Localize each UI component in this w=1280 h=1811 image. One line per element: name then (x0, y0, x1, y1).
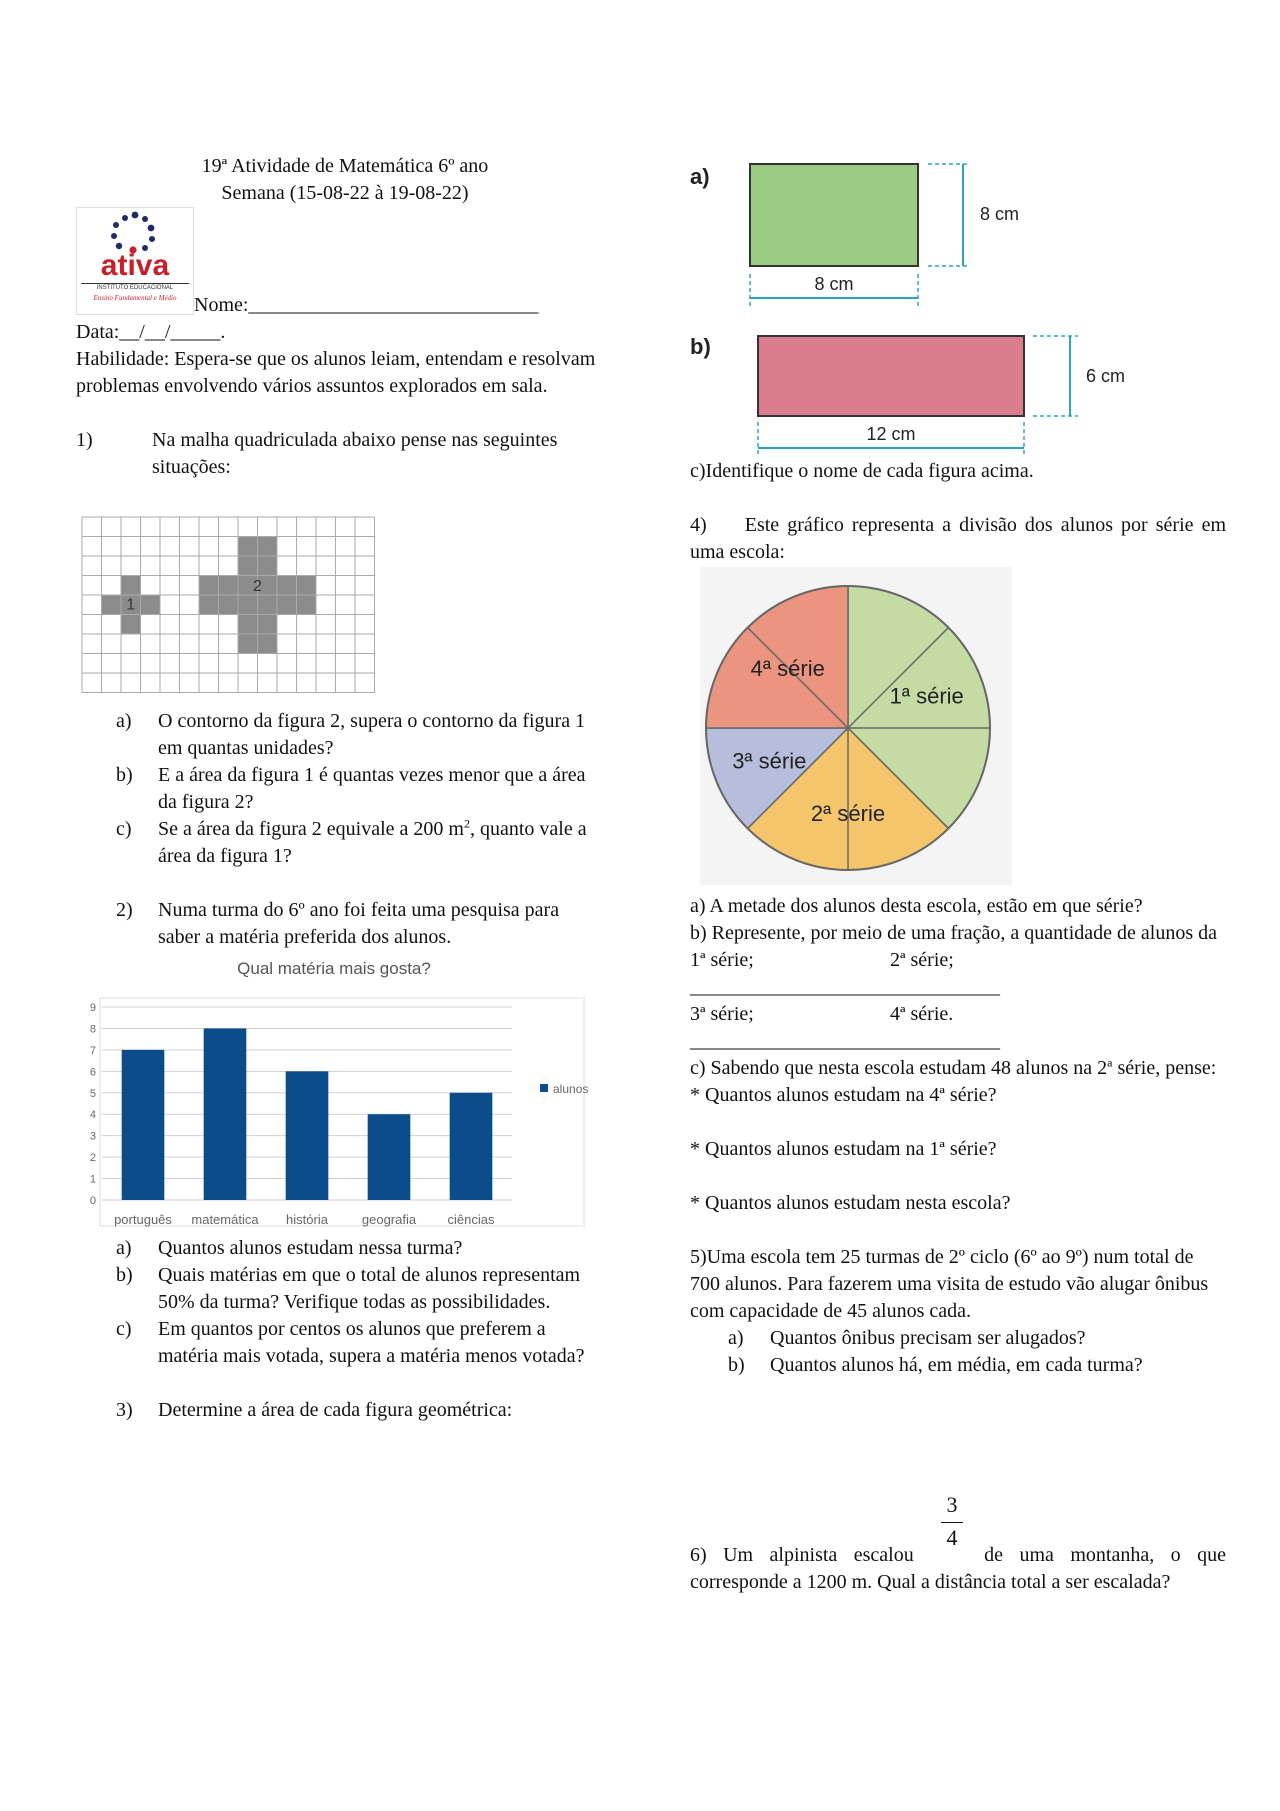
figure-2-cell (238, 556, 258, 576)
bar-chart (72, 950, 612, 1245)
figure-1-label: 1 (126, 596, 136, 614)
figure-1-cell (121, 576, 141, 596)
q1-item-c (116, 816, 601, 870)
q5-item-a-marker: a) (728, 1327, 744, 1349)
fig-b-width-label: 12 cm (866, 424, 916, 444)
figure-2-cell (258, 537, 278, 557)
q4-c2: * Quantos alunos estudam na 1ª série? (690, 1138, 997, 1160)
school-logo (76, 207, 194, 315)
q2-item-a-marker: a) (116, 1237, 132, 1259)
q5-text: 5)Uma escola tem 25 turmas de 2º ciclo (6º ao 9º) num total de 700 alunos. Para fazerem uma visita de estudo vão alugar ônibus com capacidade de 45 alunos cada. (690, 1246, 1209, 1322)
fig-b-rectangle (758, 336, 1024, 416)
q4-number: 4) (690, 514, 707, 536)
q1-item-a-text: O contorno da figura 2, supera o contorno da figura 1 em quantas unidades? (158, 710, 586, 759)
q2-item-a-text: Quantos alunos estudam nessa turma? (158, 1237, 463, 1259)
figure-2-cell (297, 576, 317, 596)
q1-item-c-text: Se a área da figura 2 equivale a 200 m (158, 818, 464, 840)
q1-item-c-marker: c) (116, 818, 132, 840)
q4-b-row2 (690, 1001, 1226, 1028)
bar-x-tick-label: português (114, 1212, 172, 1227)
q4-c-sup: a (1107, 1055, 1113, 1070)
bar-chart-frame (100, 998, 584, 1226)
bar-y-tick-label: 0 (89, 1195, 96, 1207)
q5-item-a (728, 1325, 1226, 1352)
q6 (690, 1542, 1226, 1596)
figure-2-cell (238, 595, 258, 615)
q4-b: b) Represente, por meio de uma fração, a quantidade de alunos da (690, 922, 1218, 944)
q1-number: 1) (76, 429, 93, 451)
q4-c-text-after: série, pense: (1112, 1057, 1217, 1079)
pie-label-2: 2ª série (810, 801, 886, 827)
q4-questions (690, 893, 1226, 1379)
bar-x-tick-label: ciências (447, 1212, 495, 1227)
page-title: 19ª Atividade de Matemática 6º ano (201, 155, 489, 177)
figure-2-cell (199, 576, 219, 596)
bar-x-tick-label: história (286, 1212, 328, 1227)
q6-numerator: 3 (946, 1492, 958, 1517)
figure-1-cell (121, 615, 141, 635)
q4-b-serie1: 1ª série; (690, 949, 754, 971)
grid-figure (80, 515, 376, 697)
q4-b-blank2[interactable]: _______________________________ (690, 1030, 1000, 1052)
q2-item-c-marker: c) (116, 1318, 132, 1340)
q5-item-b (728, 1352, 1226, 1379)
q4-c-text: c) Sabendo que nesta escola estudam 48 alunos na 2 (690, 1057, 1108, 1079)
page-week: Semana (15-08-22 à 19-08-22) (221, 182, 469, 204)
q1-item-b-text: E a área da figura 1 é quantas vezes menor que a área da figura 2? (158, 764, 586, 813)
q6-denominator: 4 (946, 1525, 958, 1550)
q4-text: Este gráfico representa a divisão dos alunos por série em uma escola: (690, 514, 1226, 563)
q4-b-serie3: 3ª série; (690, 1003, 754, 1025)
q2-item-b-text: Quais matérias em que o total de alunos representam 50% da turma? Verifique todas as possibilidades. (158, 1264, 581, 1313)
bar-x-tick-label: geografia (361, 1212, 417, 1227)
q3-number: 3) (116, 1399, 133, 1421)
bar-y-tick-label: 4 (89, 1109, 96, 1122)
q5-item-b-text: Quantos alunos há, em média, em cada turma? (770, 1354, 1143, 1376)
q3-item-c: c)Identifique o nome de cada figura acima. (690, 460, 1034, 482)
figure-1-cell (102, 595, 122, 615)
bar-chart-title: Qual matéria mais gosta? (237, 959, 431, 978)
pie-chart (700, 567, 1012, 885)
q2-item-b-marker: b) (116, 1264, 133, 1286)
header-title-block (120, 153, 570, 207)
q1-item-c-sup: 2 (463, 816, 470, 831)
q2-item-b (116, 1262, 601, 1316)
fig-b-label: b) (690, 334, 711, 359)
figure-2-cell (238, 615, 258, 635)
bar-y-tick-label: 5 (89, 1087, 96, 1100)
figure-2-cell (219, 595, 239, 615)
q4-c (690, 1055, 1226, 1082)
pie-label-1: 1ª série (889, 683, 964, 709)
figure-2-cell (258, 556, 278, 576)
q4-b-serie4: 4ª série. (890, 1003, 954, 1025)
bar-ciências (450, 1093, 493, 1200)
figure-2-cell (277, 595, 297, 615)
q1-item-b-marker: b) (116, 764, 133, 786)
date-field[interactable]: Data:__/__/_____. (76, 321, 226, 343)
bar-português (122, 1050, 165, 1200)
bar-y-tick-label: 1 (89, 1173, 96, 1186)
q1-text: Na malha quadriculada abaixo pense nas seguintes situações: (152, 429, 558, 478)
q5-item-a-text: Quantos ônibus precisam ser alugados? (770, 1327, 1086, 1349)
bar-y-tick-label: 8 (89, 1023, 96, 1036)
logo-subtitle: INSTITUTO EDUCACIONAL (81, 283, 189, 292)
figure-2-label: 2 (253, 578, 262, 596)
figure-2-cell (258, 595, 278, 615)
figure-2-cell (238, 537, 258, 557)
bar-x-tick-label: matemática (191, 1212, 259, 1227)
q6-text (690, 1542, 1226, 1596)
q6-text-after: de uma montanha, o que corresponde a 1200 m. Qual a distância total a ser escalada? (690, 1544, 1226, 1593)
q1-item-c-text-after: , quanto vale a área da figura 1? (158, 818, 587, 867)
q4-b-blank1[interactable]: _______________________________ (690, 976, 1000, 998)
skill-text: Habilidade: Espera-se que os alunos leiam, entendam e resolvam problemas envolvendo vários assuntos explorados em sala. (76, 348, 596, 397)
fig-a-label: a) (690, 164, 710, 189)
logo-tagline: Ensino Fundamental e Médio (93, 294, 177, 302)
q4-prompt (690, 512, 1226, 566)
q4-a: a) A metade dos alunos desta escola, estão em que série? (690, 895, 1143, 917)
fig-a-width-label: 8 cm (814, 274, 854, 294)
q5-item-b-marker: b) (728, 1354, 745, 1376)
q1-items (76, 708, 601, 951)
figure-2-cell (258, 634, 278, 654)
figure-2-cell (219, 576, 239, 596)
q2-item-c-text: Em quantos por centos os alunos que preferem a matéria mais votada, supera a matéria menos votada? (158, 1318, 585, 1367)
geometry-figures (688, 158, 1148, 458)
bar-y-tick-label: 7 (89, 1044, 96, 1057)
figure-1-cell (141, 595, 161, 615)
figure-2-cell (277, 576, 297, 596)
fig-a-square (750, 164, 918, 266)
legend-swatch (540, 1084, 548, 1092)
q1-item-a (116, 708, 601, 762)
bar-matemática (204, 1028, 247, 1200)
q1-item-a-marker: a) (116, 710, 132, 732)
q2-prompt (116, 897, 601, 951)
q2-number: 2) (116, 899, 133, 921)
pie-label-4: 4ª série (750, 655, 825, 681)
bar-y-tick-label: 3 (89, 1130, 96, 1143)
q4-b-serie2: 2ª série; (890, 949, 954, 971)
q6-text-before: 6) Um alpinista escalou (690, 1544, 914, 1566)
left-column-top (76, 319, 601, 481)
figure-2-cell (238, 634, 258, 654)
bar-geografia (368, 1114, 411, 1200)
fig-b-height-label: 6 cm (1086, 366, 1126, 386)
bar-y-tick-label: 6 (89, 1066, 96, 1079)
q3-text: Determine a área de cada figura geométrica: (158, 1399, 513, 1421)
q1-prompt (76, 427, 601, 481)
figure-2-cell (258, 615, 278, 635)
q2-text: Numa turma do 6º ano foi feita uma pesquisa para saber a matéria preferida dos alunos. (158, 899, 560, 948)
q3-prompt (116, 1397, 601, 1424)
q2-item-c (116, 1316, 601, 1370)
bar-história (286, 1071, 329, 1200)
q4-c3: * Quantos alunos estudam nesta escola? (690, 1192, 1011, 1214)
bar-y-tick-label: 2 (89, 1152, 96, 1165)
fig-a-height-label: 8 cm (980, 204, 1020, 224)
pie-label-3: 3ª série (732, 748, 807, 774)
right-column-top (690, 458, 1226, 566)
bar-y-tick-label: 9 (89, 1002, 96, 1014)
logo-wordmark: ativa (100, 249, 170, 282)
name-field[interactable]: Nome:_____________________________ (194, 294, 539, 316)
legend-label: alunos (553, 1082, 589, 1096)
q2-items (116, 1235, 601, 1424)
q1-item-b (116, 762, 601, 816)
q4-b-row1 (690, 947, 1226, 974)
figure-2-cell (199, 595, 219, 615)
q4-c1: * Quantos alunos estudam na 4ª série? (690, 1084, 997, 1106)
figure-2-cell (297, 595, 317, 615)
q2-item-a (116, 1235, 601, 1262)
